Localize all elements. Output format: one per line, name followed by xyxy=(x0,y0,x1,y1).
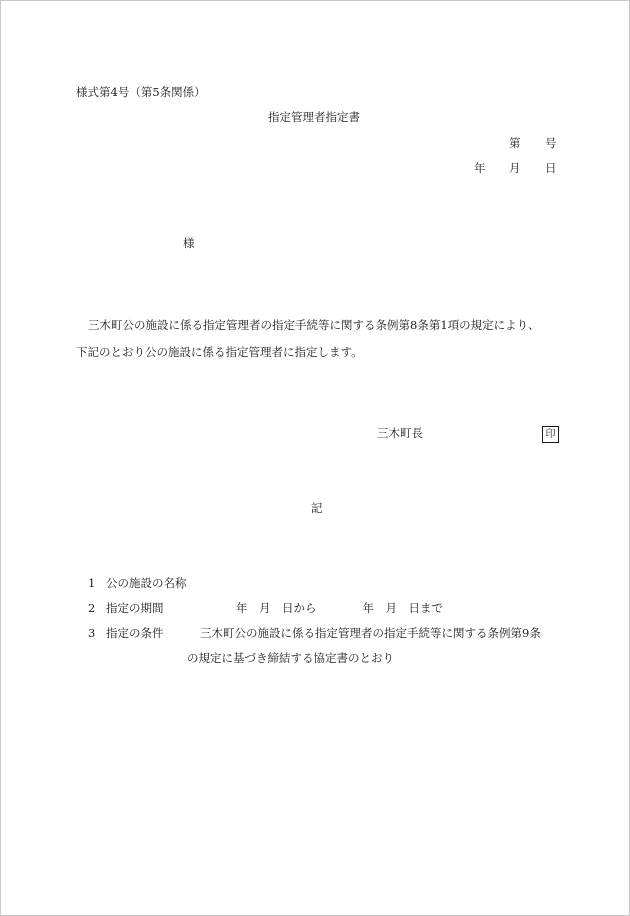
date-year: 年 xyxy=(474,161,486,175)
item-1-label: 公の施設の名称 xyxy=(106,576,187,590)
item-2-label: 指定の期間 xyxy=(106,601,164,615)
ki-heading: 記 xyxy=(311,501,323,515)
issuer-name: 三木町長 xyxy=(377,426,423,440)
form-label: 様式第4号（第5条関係） xyxy=(76,85,206,99)
body-line-2: 下記のとおり公の施設に係る指定管理者に指定します。 xyxy=(76,345,363,359)
date-month: 月 xyxy=(509,161,521,175)
number-go: 号 xyxy=(545,136,557,150)
item-3-value-line-2: の規定に基づき締結する協定書のとおり xyxy=(187,651,394,665)
item-3-value-line-1: 三木町公の施設に係る指定管理者の指定手続等に関する条例第9条 xyxy=(200,626,541,640)
item-1-number: 1 xyxy=(88,576,96,590)
addressee-suffix: 様 xyxy=(183,236,195,250)
date-day: 日 xyxy=(545,161,557,175)
item-2-number: 2 xyxy=(88,601,96,615)
item-3-label: 指定の条件 xyxy=(106,626,164,640)
document-title: 指定管理者指定書 xyxy=(268,110,360,124)
seal-stamp: 印 xyxy=(542,426,559,443)
item-3-number: 3 xyxy=(88,626,96,640)
item-2-value: 年 月 日から 年 月 日まで xyxy=(236,601,443,615)
number-dai: 第 xyxy=(509,136,521,150)
body-line-1: 三木町公の施設に係る指定管理者の指定手続等に関する条例第8条第1項の規定により、 xyxy=(88,318,540,332)
